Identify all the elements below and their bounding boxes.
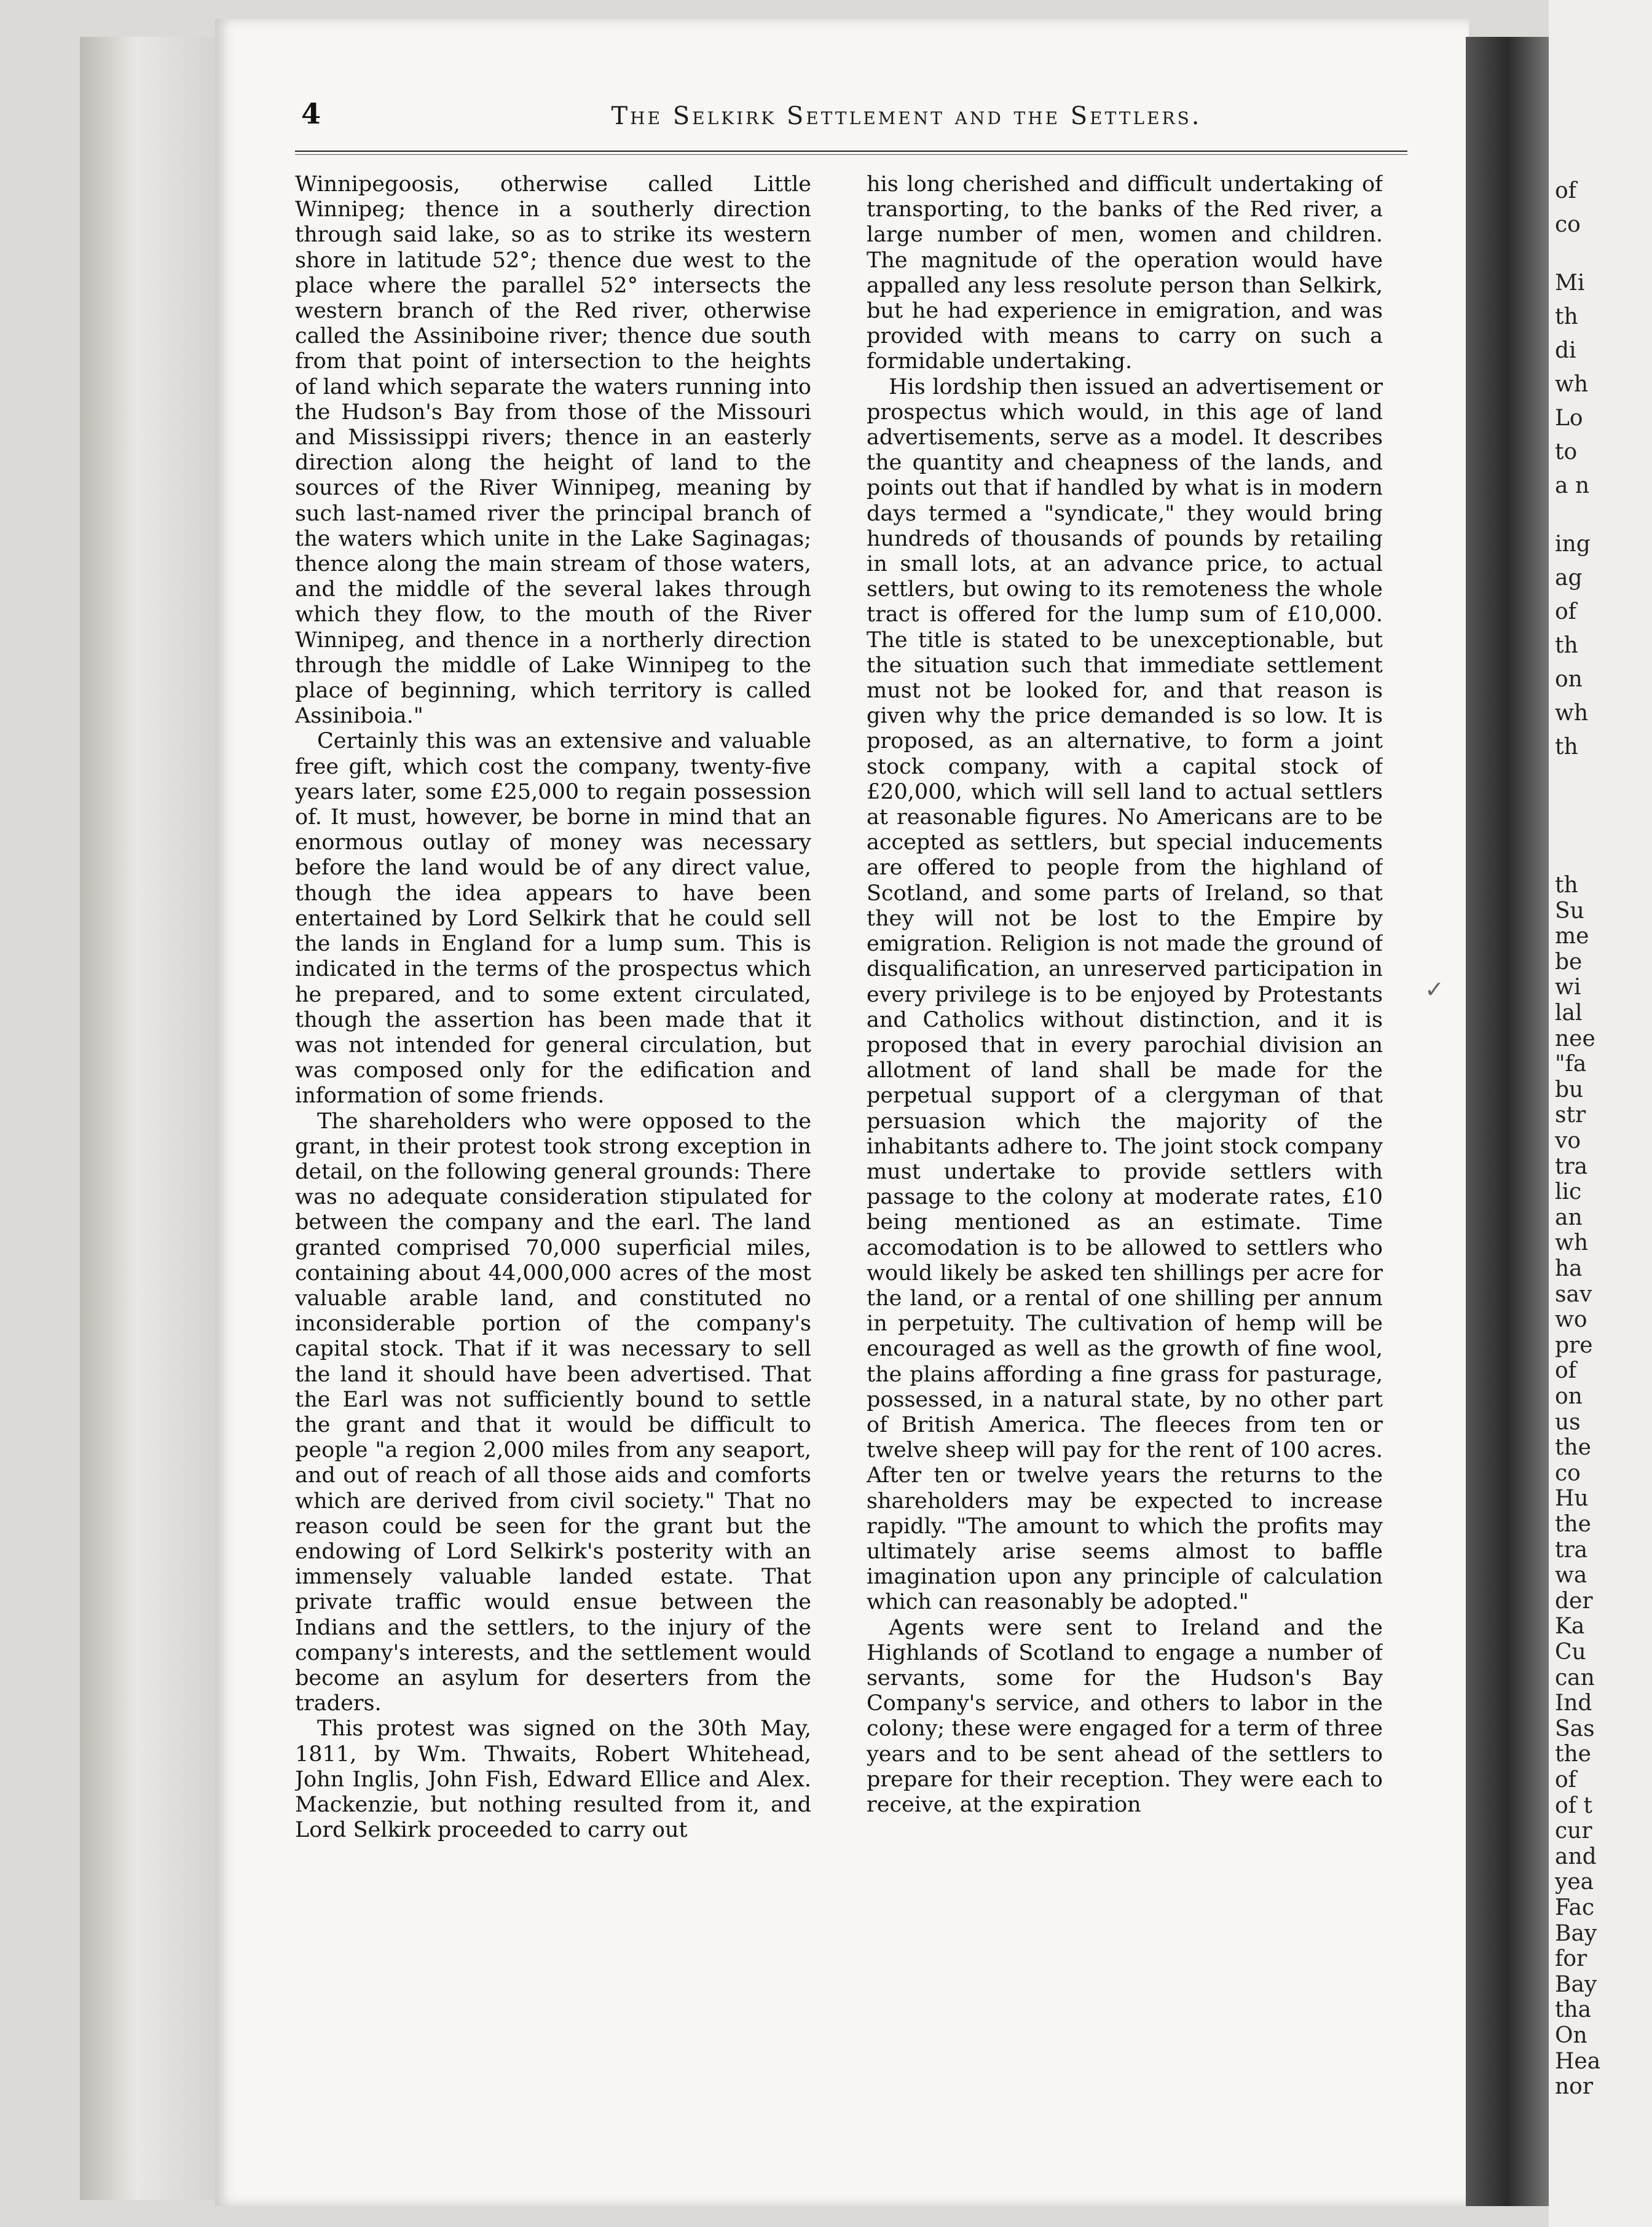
facing-page-fragment: On [1555, 2023, 1587, 2048]
facing-page-fragment: be [1555, 949, 1583, 975]
facing-page-fragment: di [1555, 338, 1576, 363]
facing-page-fragment: of [1555, 599, 1576, 624]
facing-page-fragment: Sas [1555, 1716, 1595, 1742]
facing-page-fragment: wh [1555, 1230, 1588, 1256]
facing-page-fragment: tra [1555, 1537, 1588, 1563]
facing-page-fragment: bu [1555, 1077, 1584, 1102]
facing-page-fragment: tra [1555, 1153, 1588, 1179]
book-gutter [1466, 37, 1549, 2206]
facing-page-fragment: me [1555, 924, 1589, 949]
facing-page-fragment: yea [1555, 1869, 1594, 1895]
facing-page-fragment: th [1555, 873, 1578, 898]
facing-page-fragment: of [1555, 1358, 1576, 1384]
facing-page-fragment: an [1555, 1204, 1583, 1230]
facing-page-fragment: ha [1555, 1256, 1583, 1281]
facing-page-fragment: Ind [1555, 1691, 1592, 1716]
facing-page-fragment: tha [1555, 1997, 1592, 2023]
facing-page-fragment: of [1555, 178, 1576, 203]
facing-page-fragment: vo [1555, 1128, 1581, 1153]
paragraph: Certainly this was an extensive and valuable free gift, which cost the company, twenty-five years later, some £25,000 to regain possession of. It must, however, be borne in mind that an enormous outlay of money was necessary before the land would be of any direct value, though the idea appears to have been entertained by Lord Selkirk that he could sell the lands in England for a lump sum. This is indicated in the terms of the prospectus which he prepared, and to some extent circulated, though the assertion has been made that it was not intended for general circulation, but was composed only for the edification and information of some friends. [295, 729, 811, 1109]
facing-page-fragment: Cu [1555, 1640, 1586, 1665]
paragraph: Winnipegoosis, otherwise called Little Winnipeg; thence in a southerly direction through said lake, so as to strike its western shore in latitude 52°; thence due west to the place where the parallel 52° intersects the western branch of the Red river, otherwise called the Assiniboine river; thence due south from that point of intersection to the heights of land which separate the waters running into the Hudson's Bay from those of the Missouri and Mississippi rivers; thence in an easterly direction along the height of land to the sources of the River Winnipeg, meaning by such last-named river the principal branch of the waters which unite in the Lake Saginagas; thence along the main stream of those waters, and the middle of the several lakes through which they flow, to the mouth of the River Winnipeg, and thence in a northerly direction through the middle of Lake Winnipeg to the place of beginning, which territory is called Assiniboia." [295, 172, 811, 729]
facing-page-fragment: us [1555, 1409, 1581, 1435]
facing-page-fragment: cur [1555, 1818, 1592, 1844]
facing-page-fragment: and [1555, 1844, 1597, 1869]
facing-page-fragment: Bay [1555, 1920, 1597, 1946]
facing-page-fragment: co [1555, 1460, 1581, 1486]
paragraph: The shareholders who were opposed to the grant, in their protest took strong exception in detail, on the following general grounds: There was no adequate consideration stipulated for between the company and the earl. The land granted comprised 70,000 superficial miles, containing about 44,000,000 acres of the most valuable arable land, and constituted no inconsiderable portion of the company's capital stock. That if it was necessary to sell the land it should have been advertised. That the Earl was not sufficiently bound to settle the grant and that it would be difficult to people "a region 2,000 miles from any seaport, and out of reach of all those aids and comforts which are derived from civil society." That no reason could be seen for the grant but the endowing of Lord Selkirk's posterity with an immensely valuable landed estate. That private traffic would ensue between the Indians and the settlers, to the injury of the company's interests, and the settlement would become an asylum for deserters from the traders. [295, 1109, 811, 1716]
facing-page-fragment: nee [1555, 1026, 1595, 1051]
facing-page-fragment: "fa [1555, 1051, 1587, 1077]
facing-page-fragment: Fac [1555, 1895, 1595, 1920]
margin-check-mark: ✓ [1425, 976, 1444, 1003]
facing-page-fragment: Hea [1555, 2048, 1601, 2074]
facing-page-fragment: th [1555, 304, 1578, 329]
facing-page-fragment: on [1555, 1384, 1583, 1409]
facing-page-fragment: pre [1555, 1332, 1593, 1358]
facing-page-fragment: der [1555, 1588, 1593, 1614]
facing-page-fragment: wa [1555, 1563, 1587, 1589]
right-text-column [867, 172, 1383, 2175]
facing-page-fragment: co [1555, 212, 1581, 237]
facing-page-fragment: lal [1555, 1000, 1583, 1026]
facing-page-fragment: wh [1555, 701, 1588, 726]
facing-page-fragment: Su [1555, 898, 1584, 924]
facing-page-fragment: to [1555, 439, 1578, 465]
facing-page-fragment: Mi [1555, 270, 1585, 296]
facing-page-fragment: th [1555, 633, 1578, 658]
paragraph: Agents were sent to Ireland and the Highlands of Scotland to engage a number of servants, some for the Hudson's Bay Company's service, and others to labor in the colony; these were engaged for a term of three years and to be sent ahead of the settlers to prepare for their reception. They were each to receive, at the expiration [867, 1615, 1383, 1817]
paragraph: This protest was signed on the 30th May, 1811, by Wm. Thwaits, Robert Whitehead, John Inglis, John Fish, Edward Ellice and Alex. Mackenzie, but nothing resulted from it, and Lord Selkirk proceeded to carry out [295, 1716, 811, 1843]
header-rule [295, 151, 1407, 155]
facing-page-fragment: the [1555, 1512, 1591, 1537]
page-number: 4 [301, 97, 321, 130]
facing-page-fragment: the [1555, 1435, 1591, 1461]
facing-page-fragment: of t [1555, 1793, 1592, 1818]
facing-page-fragment: sav [1555, 1281, 1592, 1307]
facing-page-fragment: Ka [1555, 1614, 1585, 1640]
facing-page-fragment: a n [1555, 473, 1590, 498]
previous-page-edge [80, 37, 221, 2200]
paragraph: his long cherished and difficult undertaking of transporting, to the banks of the Red river, a large number of men, women and children. The magnitude of the operation would have appalled any less resolute person than Selkirk, but he had experience in emigration, and was provided with means to carry on such a formidable undertaking. [867, 172, 1383, 374]
paragraph: His lordship then issued an advertisement or prospectus which would, in this age of land advertisements, serve as a model. It describes the quantity and cheapness of the lands, and points out that if handled by what is in modern days termed a "syndicate," they would bring hundreds of thousands of pounds by retailing in small lots, at an advance price, to actual settlers, but owing to its remoteness the whole tract is offered for the lump sum of £10,000. The title is stated to be unexceptionable, but the situation such that immediate settlement must not be looked for, and that reason is given why the price demanded is so low. It is proposed, as an alternative, to form a joint stock company, with a capital stock of £20,000, which will sell land to actual settlers at reasonable figures. No Americans are to be accepted as settlers, but special inducements are offered to people from the highland of Scotland, and some parts of Ireland, so that they will not be lost to the Empire by emigration. Religion is not made the ground of disqualification, an unreserved participation in every privilege is to be enjoyed by Protestants and Catholics without distinction, and it is proposed that in every parochial division an allotment of land shall be made for the perpetual support of a clergyman of that persuasion which the majority of the inhabitants adhere to. The joint stock company must undertake to provide settlers with passage to the colony at moderate rates, £10 being mentioned as an estimate. Time accomodation is to be allowed to settlers who would likely be asked ten shillings per acre for the land, or a rental of one shilling per annum in perpetuity. The cultivation of hemp will be encouraged as well as the growth of fine wool, the plains affording a fine grass for pasturage, possessed, in a natural state, by no other part of British America. The fleeces from ten or twelve sheep will pay for the rent of 100 acres. After ten or twelve years the returns to the shareholders may be expected to increase rapidly. "The amount to which the profits may ultimately arise seems almost to baffle imagination upon any principle of calculation which can reasonably be adopted." [867, 374, 1383, 1615]
facing-page-fragment: of [1555, 1767, 1576, 1793]
facing-page-fragment: Lo [1555, 406, 1583, 431]
facing-page-fragment: Hu [1555, 1486, 1589, 1512]
facing-page-fragment: lic [1555, 1179, 1582, 1205]
facing-page-fragment: str [1555, 1102, 1586, 1128]
facing-page-fragment: the [1555, 1742, 1591, 1767]
facing-page-fragment: th [1555, 734, 1578, 760]
running-title: The Selkirk Settlement and the Settlers. [611, 102, 1202, 130]
facing-page-fragment: wo [1555, 1307, 1587, 1333]
facing-page-fragment: Bay [1555, 1971, 1597, 1997]
facing-page-fragment: can [1555, 1665, 1595, 1691]
facing-page-fragment: for [1555, 1946, 1587, 1972]
facing-page-fragment: wi [1555, 975, 1581, 1000]
facing-page-fragment: on [1555, 667, 1583, 692]
facing-page-fragment: wh [1555, 372, 1588, 397]
facing-page-fragment: ing [1555, 532, 1591, 557]
left-text-column [295, 172, 811, 2175]
facing-page-fragment: nor [1555, 2074, 1594, 2100]
facing-page-fragment: ag [1555, 565, 1583, 591]
